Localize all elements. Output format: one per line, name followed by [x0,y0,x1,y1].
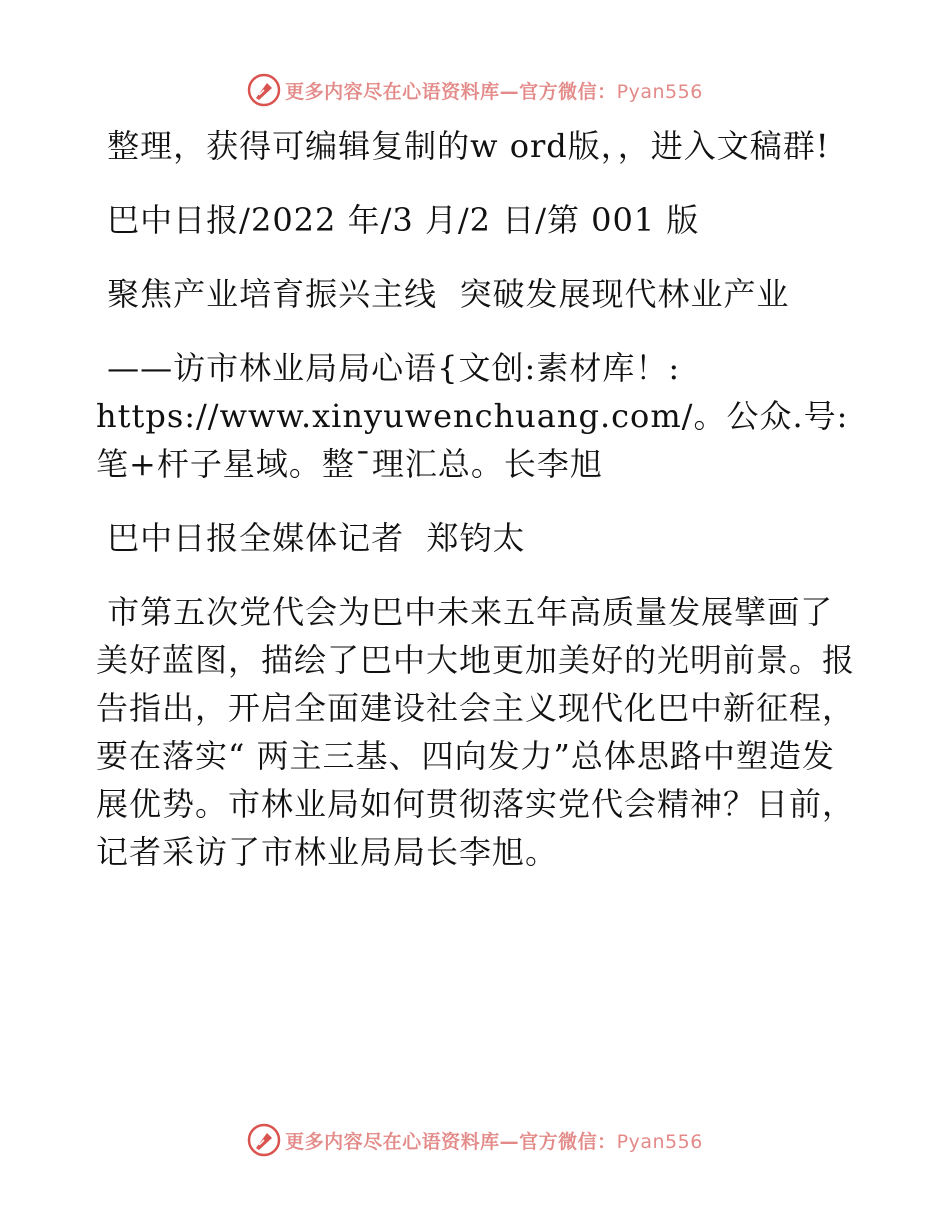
document-body [96,122,856,902]
watermark-label: 更多内容尽在心语资料库—官方微信： [285,1130,617,1153]
pen-nib-logo-icon [247,1123,281,1157]
watermark-text [285,1127,703,1154]
paragraph-body: 市第五次党代会为巴中未来五年高质量发展擘画了美好蓝图，描绘了巴中大地更加美好的光明前景。报告指出，开启全面建设社会主义现代化巴中新征程，要在落实“ 两主三基、四向发力”总体思路中塑造发展优势。市林业局如何贯彻落实党代会精神？日前，记者采访了市林业局局长李旭。 [96,593,856,871]
pen-nib-logo-icon [247,73,281,107]
watermark-text [285,77,703,104]
footer-watermark [0,1120,950,1160]
paragraph-dateline: 巴中日报/2022 年/3 月/2 日/第 001 版 [96,201,700,239]
article-subtitle: ——访市林业局局心语{文创:素材库！: https://www.xinyuwenchuang.com/。公众.号: 笔+杆子星域。整¯理汇总。长李旭 [96,349,849,483]
header-watermark [0,70,950,110]
article-byline: 巴中日报全媒体记者 郑钧太 [96,519,526,557]
watermark-account: Pyan556 [616,80,703,103]
paragraph-intro: 整理，获得可编辑复制的w ord版，，进入文稿群! [96,127,830,165]
watermark-account: Pyan556 [616,1130,703,1153]
article-title: 聚焦产业培育振兴主线 突破发展现代林业产业 [96,275,790,313]
watermark-label: 更多内容尽在心语资料库—官方微信： [285,80,617,103]
